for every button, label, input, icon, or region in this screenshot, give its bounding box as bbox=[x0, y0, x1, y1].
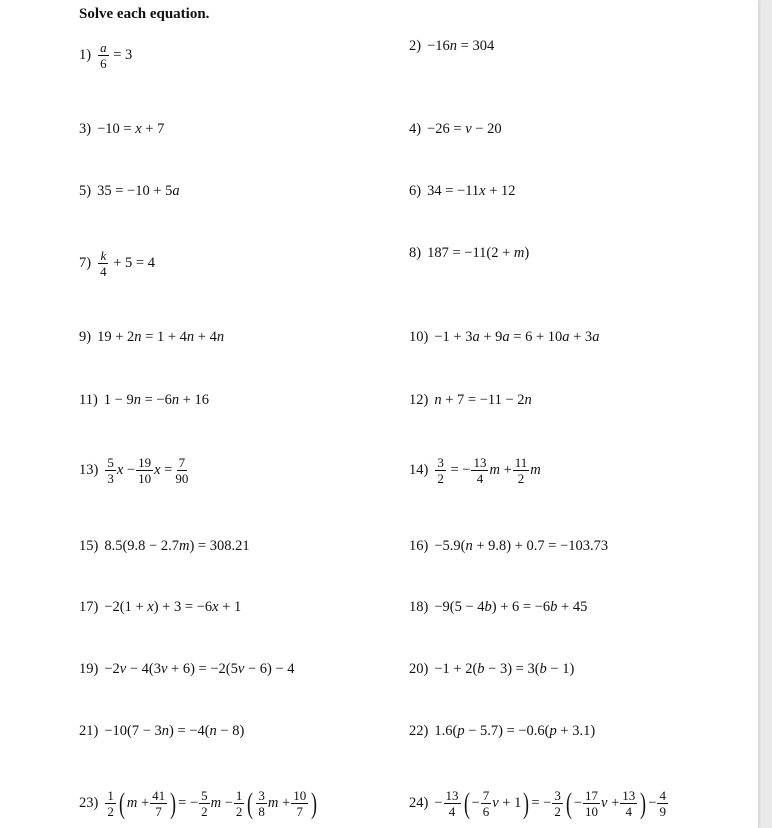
problem-number: 12) bbox=[409, 392, 429, 408]
problem-6 bbox=[409, 183, 516, 200]
problem-number: 3) bbox=[79, 121, 92, 137]
problem-number: 20) bbox=[409, 661, 429, 677]
problem-number: 10) bbox=[409, 329, 429, 345]
problem-number: 7) bbox=[79, 255, 92, 271]
problem-equation: $\frac{5}{3}$ x − $\frac{19}{10}$ x = $\frac{7}{90}$ bbox=[107, 455, 189, 486]
problem-number: 19) bbox=[79, 661, 99, 677]
problem-number: 24) bbox=[409, 795, 429, 811]
problem-equation: 19 + 2 n = 1 + 4 n + 4 n bbox=[97, 329, 225, 345]
problem-3 bbox=[79, 121, 164, 138]
problem-equation: −1 + 2( b − 3) = 3( b − 1) bbox=[434, 661, 575, 677]
problem-15 bbox=[79, 538, 250, 555]
problem-8 bbox=[409, 245, 529, 262]
problem-10 bbox=[409, 329, 599, 346]
problem-number: 8) bbox=[409, 245, 422, 261]
problem-13 bbox=[79, 455, 191, 486]
problem-number: 15) bbox=[79, 538, 99, 554]
problem-equation: $\frac{k}{4}$ + 5 = 4 bbox=[100, 248, 155, 279]
problem-24 bbox=[409, 788, 669, 819]
problem-number: 13) bbox=[79, 462, 99, 478]
problem-equation: n + 7 = −11 − 2 n bbox=[434, 392, 532, 408]
problem-number: 14) bbox=[409, 462, 429, 478]
problem-equation: 35 = −10 + 5 a bbox=[97, 183, 180, 199]
problem-equation: 8.5(9.8 − 2.7 m ) = 308.21 bbox=[104, 538, 250, 554]
problem-number: 1) bbox=[79, 47, 92, 63]
problem-20 bbox=[409, 661, 574, 678]
problem-14 bbox=[409, 455, 541, 486]
problem-number: 22) bbox=[409, 723, 429, 739]
problem-equation: 187 = −11(2 + m ) bbox=[427, 245, 530, 261]
problem-17 bbox=[79, 599, 241, 616]
problem-number: 23) bbox=[79, 795, 99, 811]
problem-equation: −2(1 + x ) + 3 = −6 x + 1 bbox=[104, 599, 242, 615]
problem-19 bbox=[79, 661, 295, 678]
problem-number: 4) bbox=[409, 121, 422, 137]
problem-number: 16) bbox=[409, 538, 429, 554]
worksheet-title: Solve each equation. bbox=[79, 6, 210, 22]
problem-12 bbox=[409, 392, 532, 409]
problem-21 bbox=[79, 723, 244, 740]
problem-number: 9) bbox=[79, 329, 92, 345]
problem-equation: 34 = −11 x + 12 bbox=[427, 183, 516, 199]
problem-equation: −1 + 3 a + 9 a = 6 + 10 a + 3 a bbox=[434, 329, 600, 345]
problem-equation: 1 − 9 n = −6 n + 16 bbox=[103, 392, 210, 408]
problem-equation: $\frac{1}{2}$ ( m + $\frac{41}{7}$ ) = − $\frac{5}{2}$ m − $\frac{1}{2}$ ( $\frac{3}{8}$ m + $\frac{10}{7}$ ) bbox=[107, 786, 318, 820]
problem-number: 5) bbox=[79, 183, 92, 199]
problem-equation: −10 = x + 7 bbox=[97, 121, 165, 137]
problem-1 bbox=[79, 40, 132, 71]
problem-16 bbox=[409, 538, 608, 555]
problem-number: 18) bbox=[409, 599, 429, 615]
problem-23 bbox=[79, 788, 319, 819]
problem-equation: −26 = v − 20 bbox=[427, 121, 502, 137]
problem-4 bbox=[409, 121, 502, 138]
problem-number: 11) bbox=[79, 392, 98, 408]
problem-equation: $\frac{3}{2}$ = − $\frac{13}{4}$ m + $\frac{11}{2}$ m bbox=[437, 455, 541, 486]
problem-2 bbox=[409, 38, 494, 55]
problem-7 bbox=[79, 248, 155, 279]
problem-equation: −10(7 − 3 n ) = −4( n − 8) bbox=[104, 723, 245, 739]
problem-11 bbox=[79, 392, 209, 409]
problem-5 bbox=[79, 183, 180, 200]
problem-equation: −16 n = 304 bbox=[427, 38, 495, 54]
problem-number: 6) bbox=[409, 183, 422, 199]
problem-equation: − $\frac{13}{4}$ ( − $\frac{7}{6}$ v + 1 ) = − $\frac{3}{2}$ ( − $\frac{17}{10}$ v + $\frac{13}{4}$ ) − $\frac{4}{9}$ bbox=[434, 786, 666, 820]
problem-equation: $\frac{a}{6}$ = 3 bbox=[100, 40, 133, 71]
problem-18 bbox=[409, 599, 587, 616]
problem-equation: −9(5 − 4 b ) + 6 = −6 b + 45 bbox=[434, 599, 588, 615]
problem-22 bbox=[409, 723, 595, 740]
problem-equation: −5.9( n + 9.8) + 0.7 = −103.73 bbox=[434, 538, 609, 554]
problem-equation: 1.6( p − 5.7) = −0.6( p + 3.1) bbox=[434, 723, 596, 739]
problem-equation: −2 v − 4(3 v + 6) = −2(5 v − 6) − 4 bbox=[104, 661, 295, 677]
problem-number: 17) bbox=[79, 599, 99, 615]
problem-9 bbox=[79, 329, 224, 346]
problem-number: 21) bbox=[79, 723, 99, 739]
problem-number: 2) bbox=[409, 38, 422, 54]
